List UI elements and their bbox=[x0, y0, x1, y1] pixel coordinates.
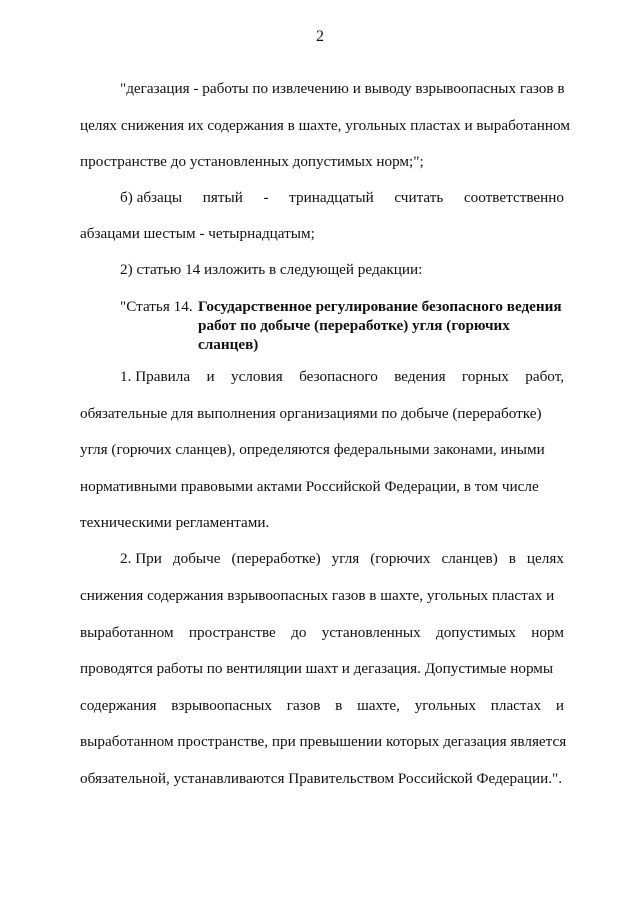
page-number: 2 bbox=[316, 28, 324, 45]
s2-word: пространстве bbox=[188, 624, 276, 641]
s2-word: угольных bbox=[414, 697, 476, 714]
s1-line-3: угля (горючих сланцев), определяются федеральными законами, иными bbox=[80, 441, 545, 458]
p2-word: тринадцатый bbox=[289, 189, 374, 206]
s2-word: сланцев) bbox=[441, 550, 498, 567]
s2-word: допустимых bbox=[435, 624, 516, 641]
s2-word: 2. При bbox=[120, 550, 162, 567]
s2-word: шахте, bbox=[357, 697, 400, 714]
s2-word: в bbox=[335, 697, 343, 714]
s1-line-5: техническими регламентами. bbox=[80, 514, 270, 531]
s2-word: и bbox=[555, 697, 564, 714]
s2-word: выработанном bbox=[80, 624, 174, 641]
p2-word: пятый bbox=[202, 189, 243, 206]
s1-line-2: обязательные для выполнения организациями по добыче (переработке) bbox=[80, 405, 542, 422]
s2-word: (переработке) bbox=[231, 550, 321, 567]
s1-word: горных bbox=[461, 368, 509, 385]
p1-line-3: пространстве до установленных допустимых норм;"; bbox=[80, 153, 424, 170]
s2-line-2: снижения содержания взрывоопасных газов в шахте, угольных пластах и bbox=[80, 587, 555, 604]
s1-line-1 bbox=[120, 368, 564, 386]
s2-word: газов bbox=[286, 697, 321, 714]
s2-line-4: проводятся работы по вентиляции шахт и дегазация. Допустимые нормы bbox=[80, 660, 554, 677]
s2-word: в bbox=[508, 550, 516, 567]
article-label: "Статья 14. bbox=[120, 298, 193, 315]
article-title-line-3: сланцев) bbox=[198, 336, 259, 353]
s2-word: до bbox=[291, 624, 307, 641]
s2-line-5 bbox=[80, 697, 564, 715]
s1-word: ведения bbox=[394, 368, 446, 385]
p2-word: б) абзацы bbox=[120, 189, 183, 206]
s2-word: пластах bbox=[490, 697, 542, 714]
article-title-line-1: Государственное регулирование безопасного ведения bbox=[198, 298, 562, 315]
p1-line-2: целях снижения их содержания в шахте, угольных пластах и выработанном bbox=[80, 117, 570, 134]
p2-word: считать bbox=[394, 189, 444, 206]
p2-line-2: абзацами шестым - четырнадцатым; bbox=[80, 225, 315, 242]
s1-word: безопасного bbox=[299, 368, 378, 385]
s2-line-6: выработанном пространстве, при превышении которых дегазация является bbox=[80, 733, 567, 750]
s2-line-7: обязательной, устанавливаются Правительством Российской Федерации.". bbox=[80, 770, 563, 787]
s2-word: (горючих bbox=[370, 550, 431, 567]
article-title-line-2: работ по добыче (переработке) угля (горючих bbox=[198, 317, 510, 334]
s2-word: угля bbox=[331, 550, 360, 567]
s1-word: и bbox=[206, 368, 215, 385]
s2-word: норм bbox=[531, 624, 564, 641]
s2-word: добыче bbox=[172, 550, 221, 567]
s1-word: 1. Правила bbox=[120, 368, 191, 385]
p2-word: - bbox=[263, 189, 269, 206]
s1-word: работ, bbox=[525, 368, 564, 385]
s2-line-1 bbox=[120, 550, 564, 568]
p2-word: соответственно bbox=[463, 189, 564, 206]
s1-line-4: нормативными правовыми актами Российской Федерации, в том числе bbox=[80, 478, 539, 495]
s2-word: содержания bbox=[80, 697, 157, 714]
s2-word: целях bbox=[526, 550, 564, 567]
p1-line-1: "дегазация - работы по извлечению и выводу взрывоопасных газов в bbox=[120, 80, 565, 97]
s2-word: взрывоопасных bbox=[171, 697, 272, 714]
p3-line: 2) статью 14 изложить в следующей редакции: bbox=[120, 261, 423, 278]
p2-line-1 bbox=[120, 189, 564, 207]
s1-word: условия bbox=[230, 368, 283, 385]
s2-line-3 bbox=[80, 624, 564, 642]
s2-word: установленных bbox=[321, 624, 421, 641]
